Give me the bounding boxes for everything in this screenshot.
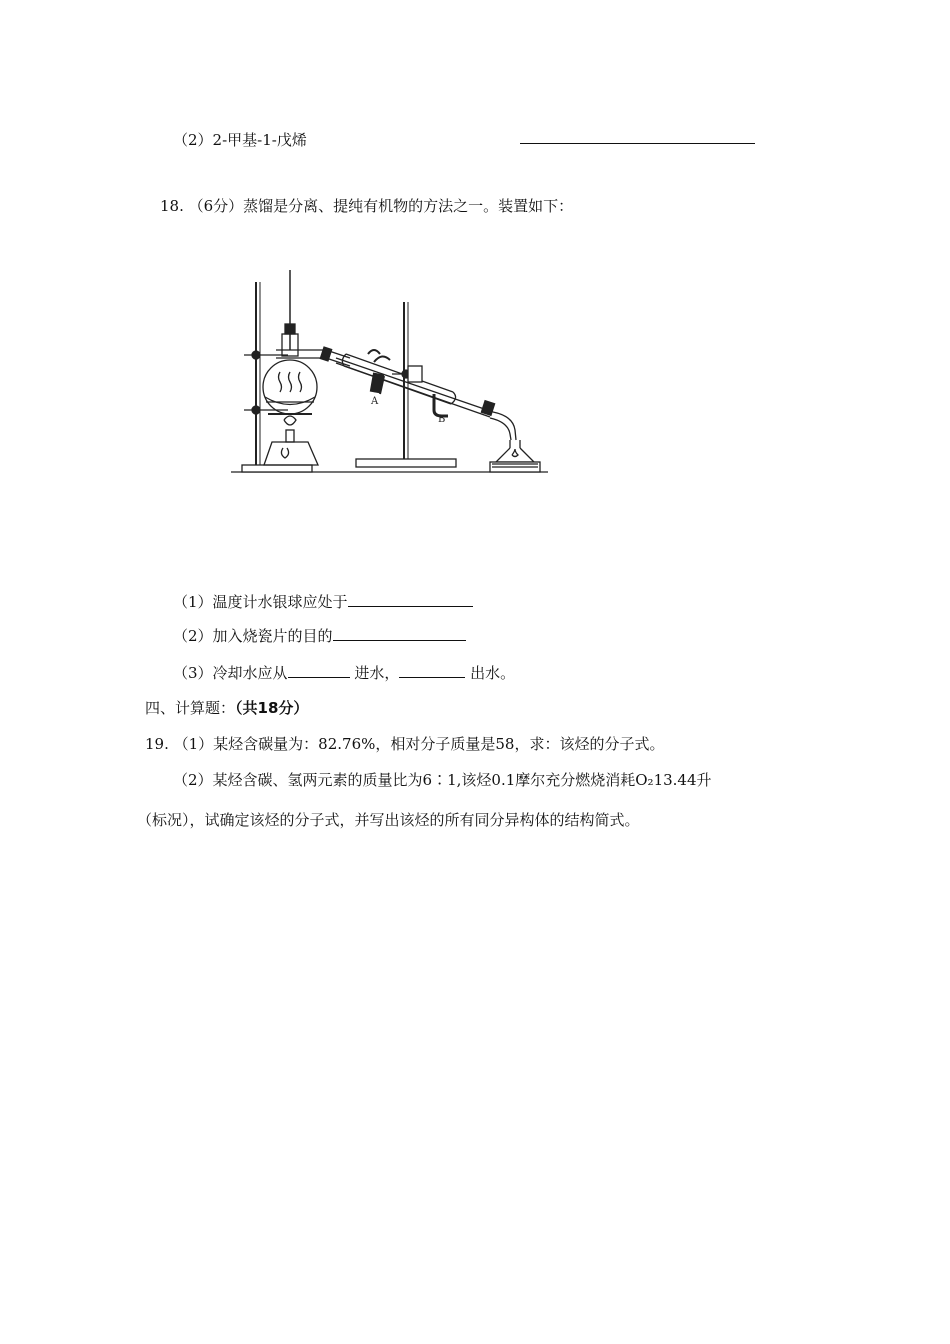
q18-part2 xyxy=(173,625,466,646)
q17-part2-answer-line[interactable] xyxy=(520,143,755,144)
label-b: B xyxy=(438,414,446,425)
q19-part1: 19. （1）某烃含碳量为：82.76%，相对分子质量是58，求：该烃的分子式。 xyxy=(145,735,665,753)
q18-part1-text: （1）温度计水银球应处于 xyxy=(173,593,348,611)
q18-part2-blank[interactable] xyxy=(333,626,466,641)
q19-part3: （标况），试确定该烃的分子式，并写出该烃的所有同分异构体的结构简式。 xyxy=(137,811,640,829)
q19-part2: （2）某烃含碳、氢两元素的质量比为6∶1,该烃0.1摩尔充分燃烧消耗O₂13.44升 xyxy=(173,771,712,789)
q18-part3-text-c: 出水。 xyxy=(465,664,516,682)
distillation-apparatus-figure xyxy=(228,262,550,480)
q18-header: 18. （6分）蒸馏是分离、提纯有机物的方法之一。装置如下： xyxy=(160,197,574,215)
q18-part3 xyxy=(173,662,515,683)
q17-part2-label: （2）2-甲基-1-戊烯 xyxy=(173,131,307,149)
q18-part3-text-a: （3）冷却水应从 xyxy=(173,664,288,682)
q18-part3-text-b: 进水， xyxy=(349,664,400,682)
section4-title: 四、计算题： xyxy=(145,699,236,717)
q18-part3-blank-in[interactable] xyxy=(288,663,350,678)
q18-part3-blank-out[interactable] xyxy=(399,663,465,678)
q18-part1 xyxy=(173,591,473,612)
section4-score: （共18分） xyxy=(235,699,309,717)
q18-part2-text: （2）加入烧瓷片的目的 xyxy=(173,627,333,645)
q18-part1-blank[interactable] xyxy=(348,592,473,607)
label-a: A xyxy=(371,396,379,407)
section4-heading xyxy=(145,697,308,718)
